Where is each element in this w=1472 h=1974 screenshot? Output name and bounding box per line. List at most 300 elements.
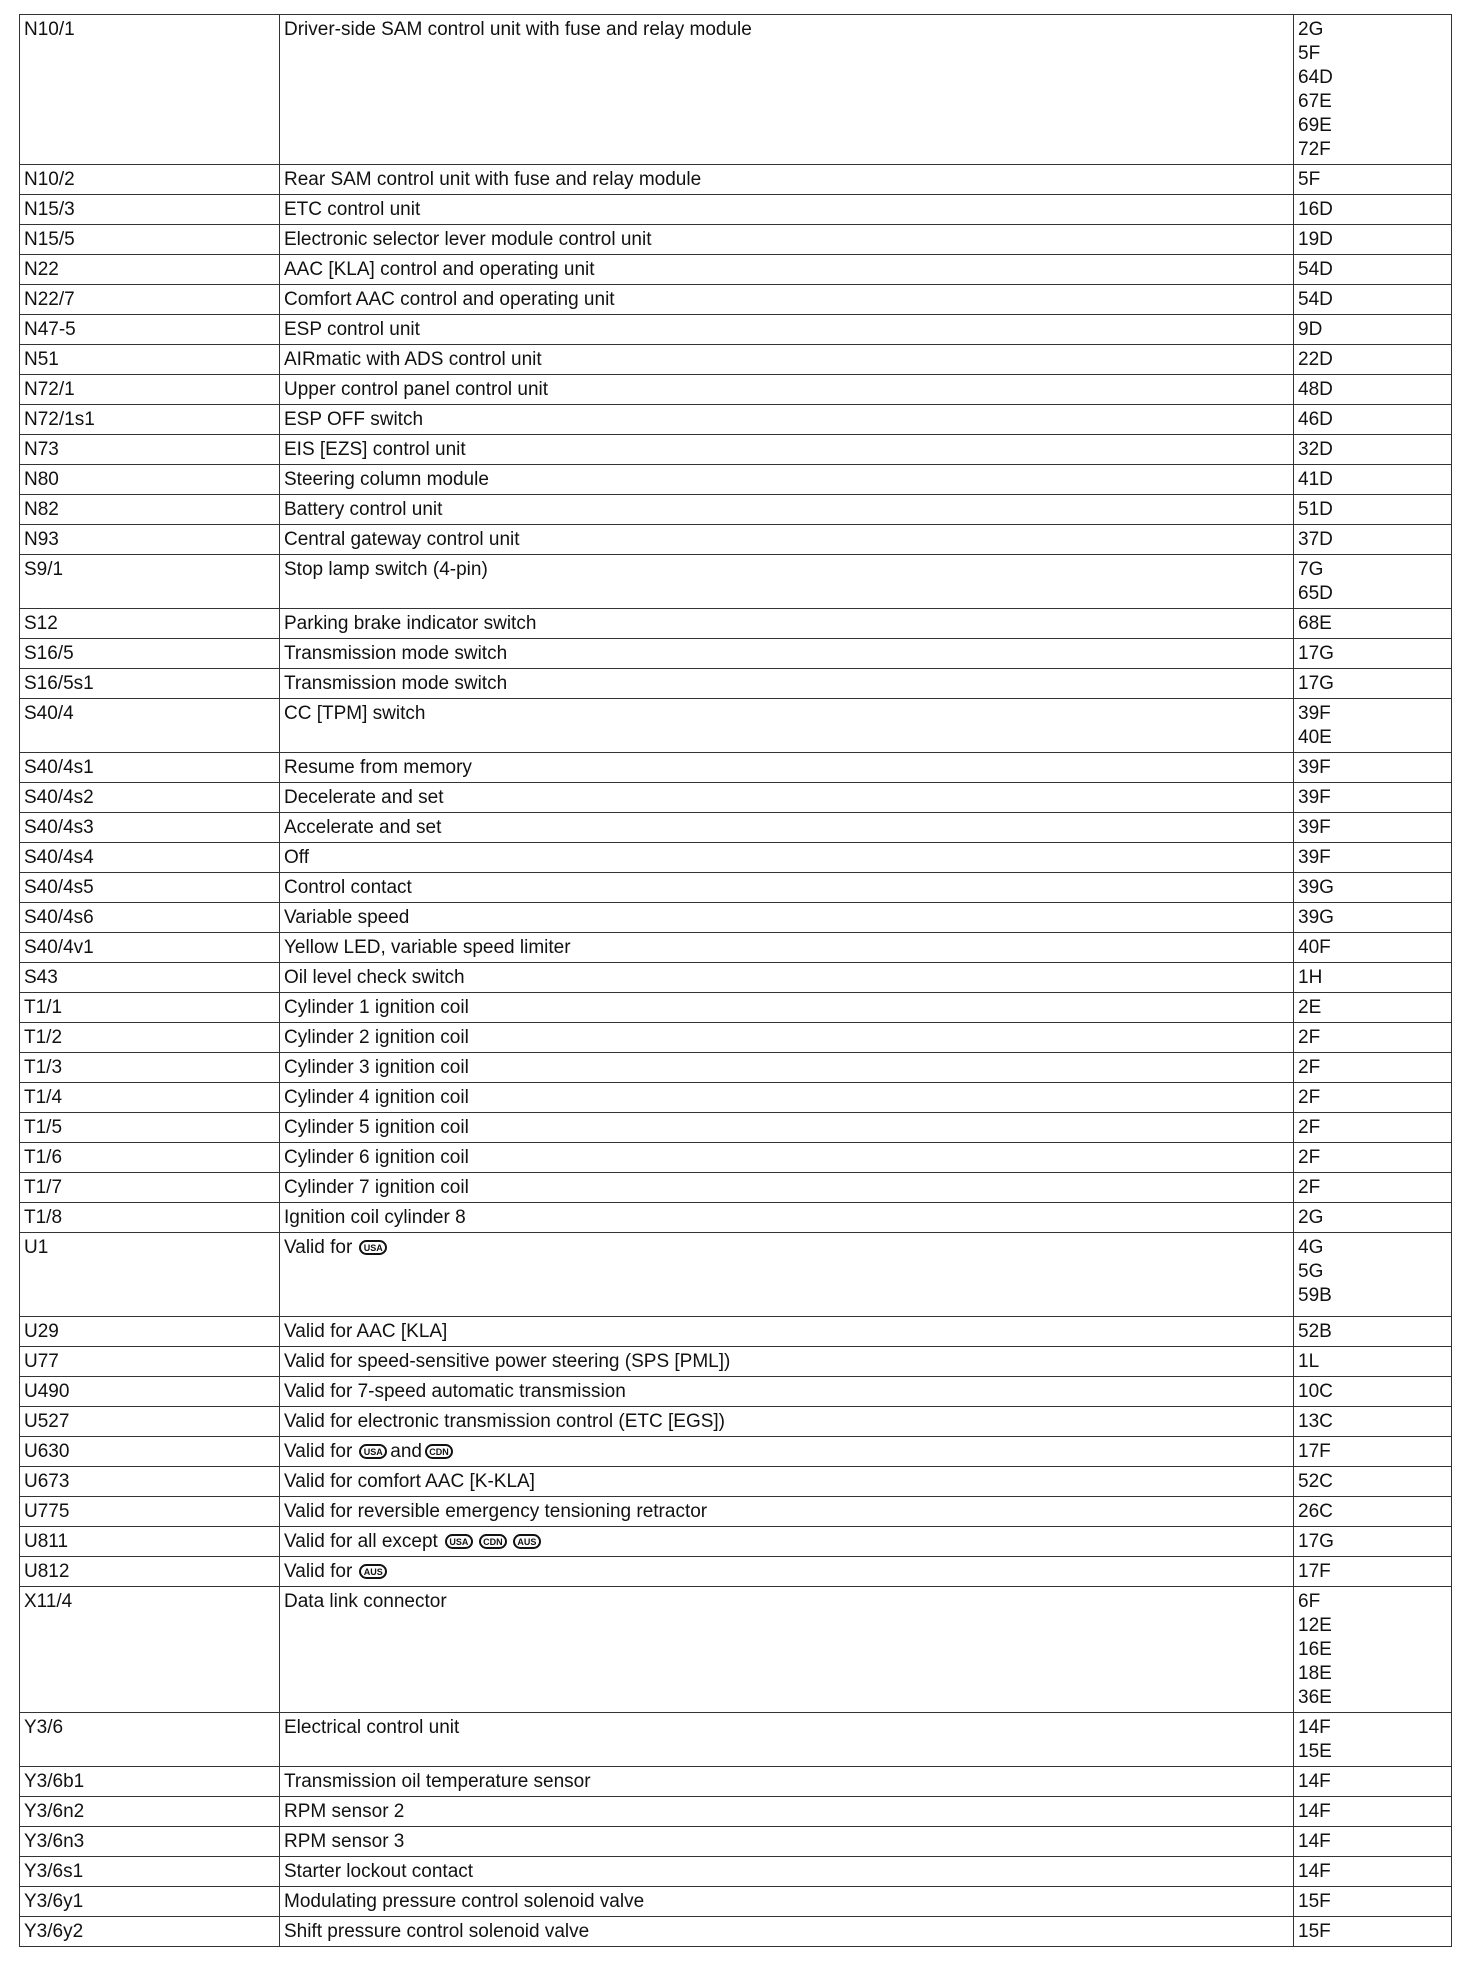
component-description: [280, 963, 1294, 993]
location-ref: 2E: [1298, 997, 1322, 1018]
description-text: Ignition coil cylinder 8: [284, 1207, 466, 1228]
diagram-locations: [1294, 1173, 1452, 1203]
region-cdn-icon: CDN: [479, 1534, 507, 1549]
component-description: [280, 435, 1294, 465]
table-row: [20, 1917, 1452, 1947]
component-code: S16/5s1: [20, 669, 280, 699]
diagram-locations: [1294, 225, 1452, 255]
component-description: [280, 495, 1294, 525]
region-aus-icon: AUS: [359, 1564, 387, 1579]
component-code: U1: [20, 1233, 280, 1317]
location-ref: 68E: [1298, 613, 1332, 634]
location-ref: 67E: [1298, 91, 1332, 112]
description-text: Transmission oil temperature sensor: [284, 1771, 591, 1792]
location-ref: 16D: [1298, 199, 1333, 220]
component-code: U527: [20, 1407, 280, 1437]
diagram-locations: [1294, 285, 1452, 315]
table-row: [20, 1023, 1452, 1053]
location-ref: 14F: [1298, 1771, 1331, 1792]
table-row: [20, 1173, 1452, 1203]
diagram-locations: [1294, 843, 1452, 873]
location-ref: 39F: [1298, 757, 1331, 778]
component-description: [280, 1527, 1294, 1557]
component-code: T1/6: [20, 1143, 280, 1173]
component-code: U673: [20, 1467, 280, 1497]
table-row: [20, 933, 1452, 963]
description-text: Valid for speed-sensitive power steering (SPS [PML]): [284, 1351, 731, 1372]
component-code: N15/3: [20, 195, 280, 225]
location-ref: 12E: [1298, 1615, 1332, 1636]
location-ref: 2F: [1298, 1117, 1321, 1138]
description-text: Cylinder 3 ignition coil: [284, 1057, 469, 1078]
diagram-locations: [1294, 813, 1452, 843]
diagram-locations: [1294, 1467, 1452, 1497]
component-code: S40/4: [20, 699, 280, 753]
component-description: [280, 1437, 1294, 1467]
component-code: S43: [20, 963, 280, 993]
location-ref: 41D: [1298, 469, 1333, 490]
table-row: [20, 1857, 1452, 1887]
diagram-locations: [1294, 525, 1452, 555]
description-text: Modulating pressure control solenoid valve: [284, 1891, 645, 1912]
component-description: [280, 1497, 1294, 1527]
diagram-locations: [1294, 669, 1452, 699]
description-text: Valid for 7-speed automatic transmission: [284, 1381, 626, 1402]
description-text: Resume from memory: [284, 757, 472, 778]
table-row: [20, 1113, 1452, 1143]
description-text: Cylinder 4 ignition coil: [284, 1087, 469, 1108]
location-ref: 2F: [1298, 1087, 1321, 1108]
component-code: U490: [20, 1377, 280, 1407]
location-ref: 14F: [1298, 1801, 1331, 1822]
diagram-locations: [1294, 993, 1452, 1023]
table-row: [20, 435, 1452, 465]
location-ref: 40F: [1298, 937, 1331, 958]
component-description: [280, 1113, 1294, 1143]
diagram-locations: [1294, 435, 1452, 465]
region-usa-icon: USA: [359, 1444, 387, 1459]
diagram-locations: [1294, 495, 1452, 525]
table-row: [20, 669, 1452, 699]
description-text: Cylinder 2 ignition coil: [284, 1027, 469, 1048]
table-row: [20, 1497, 1452, 1527]
description-text: Valid for electronic transmission control (ETC [EGS]): [284, 1411, 726, 1432]
location-ref: 19D: [1298, 229, 1333, 250]
description-text: Central gateway control unit: [284, 529, 520, 550]
component-code: Y3/6s1: [20, 1857, 280, 1887]
diagram-locations: [1294, 1557, 1452, 1587]
location-ref: 2F: [1298, 1147, 1321, 1168]
description-text: Valid for comfort AAC [K-KLA]: [284, 1471, 535, 1492]
component-description: [280, 555, 1294, 609]
location-ref: 14F: [1298, 1831, 1331, 1852]
component-description: [280, 1023, 1294, 1053]
location-ref: 2F: [1298, 1057, 1321, 1078]
location-ref: 39F: [1298, 847, 1331, 868]
component-code: S40/4s6: [20, 903, 280, 933]
component-description: [280, 195, 1294, 225]
component-description: [280, 609, 1294, 639]
table-row: [20, 1347, 1452, 1377]
description-text: Transmission mode switch: [284, 673, 508, 694]
diagram-locations: [1294, 753, 1452, 783]
description-text: Yellow LED, variable speed limiter: [284, 937, 571, 958]
description-text: ESP control unit: [284, 319, 420, 340]
table-row: [20, 1083, 1452, 1113]
description-text: Rear SAM control unit with fuse and relay module: [284, 169, 702, 190]
location-ref: 65D: [1298, 583, 1333, 604]
component-code: N22/7: [20, 285, 280, 315]
component-code: N51: [20, 345, 280, 375]
legend-table-body: [20, 15, 1452, 1947]
location-ref: 26C: [1298, 1501, 1333, 1522]
table-row: [20, 1827, 1452, 1857]
diagram-locations: [1294, 1203, 1452, 1233]
component-code: U775: [20, 1497, 280, 1527]
location-ref: 2F: [1298, 1177, 1321, 1198]
component-description: [280, 1203, 1294, 1233]
location-ref: 52B: [1298, 1321, 1332, 1342]
description-text: RPM sensor 3: [284, 1831, 405, 1852]
location-ref: 4G: [1298, 1237, 1324, 1258]
location-ref: 2F: [1298, 1027, 1321, 1048]
diagram-locations: [1294, 405, 1452, 435]
region-usa-icon: USA: [445, 1534, 473, 1549]
table-row: [20, 255, 1452, 285]
component-code: N22: [20, 255, 280, 285]
description-text: Comfort AAC control and operating unit: [284, 289, 615, 310]
table-row: [20, 495, 1452, 525]
table-row: [20, 609, 1452, 639]
diagram-locations: [1294, 165, 1452, 195]
diagram-locations: [1294, 1797, 1452, 1827]
description-text: Valid for: [284, 1237, 353, 1258]
diagram-locations: [1294, 1587, 1452, 1713]
component-code: Y3/6n3: [20, 1827, 280, 1857]
component-description: [280, 375, 1294, 405]
location-ref: 32D: [1298, 439, 1333, 460]
diagram-locations: [1294, 933, 1452, 963]
component-description: [280, 1797, 1294, 1827]
table-row: [20, 963, 1452, 993]
component-description: [280, 1377, 1294, 1407]
location-ref: 64D: [1298, 67, 1333, 88]
diagram-locations: [1294, 1113, 1452, 1143]
component-code: Y3/6y1: [20, 1887, 280, 1917]
location-ref: 6F: [1298, 1591, 1321, 1612]
component-code: S40/4s5: [20, 873, 280, 903]
description-text: Valid for all except: [284, 1531, 438, 1552]
location-ref: 36E: [1298, 1687, 1332, 1708]
table-row: [20, 345, 1452, 375]
location-ref: 72F: [1298, 139, 1331, 160]
location-ref: 15F: [1298, 1921, 1331, 1942]
table-row: [20, 405, 1452, 435]
component-code: S9/1: [20, 555, 280, 609]
diagram-locations: [1294, 345, 1452, 375]
table-row: [20, 1437, 1452, 1467]
description-text: Transmission mode switch: [284, 643, 508, 664]
description-text: RPM sensor 2: [284, 1801, 405, 1822]
location-ref: 1H: [1298, 967, 1323, 988]
component-description: [280, 15, 1294, 165]
location-ref: 39G: [1298, 877, 1334, 898]
component-description: [280, 525, 1294, 555]
region-cdn-icon: CDN: [425, 1444, 453, 1459]
table-row: [20, 1767, 1452, 1797]
location-ref: 48D: [1298, 379, 1333, 400]
component-description: [280, 285, 1294, 315]
table-row: [20, 525, 1452, 555]
diagram-locations: [1294, 1887, 1452, 1917]
component-description: [280, 1173, 1294, 1203]
component-description: [280, 345, 1294, 375]
region-badges: [356, 1237, 390, 1258]
component-description: [280, 1233, 1294, 1317]
component-code: Y3/6n2: [20, 1797, 280, 1827]
description-text: AIRmatic with ADS control unit: [284, 349, 542, 370]
component-description: [280, 1767, 1294, 1797]
diagram-locations: [1294, 1053, 1452, 1083]
component-description: [280, 1467, 1294, 1497]
description-text: Upper control panel control unit: [284, 379, 549, 400]
region-usa-icon: USA: [359, 1240, 387, 1255]
diagram-locations: [1294, 1233, 1452, 1317]
description-text: Battery control unit: [284, 499, 443, 520]
location-ref: 15E: [1298, 1741, 1332, 1762]
component-code: N73: [20, 435, 280, 465]
component-description: [280, 1317, 1294, 1347]
table-row: [20, 1797, 1452, 1827]
component-code: N10/1: [20, 15, 280, 165]
table-row: [20, 1377, 1452, 1407]
component-code: N47-5: [20, 315, 280, 345]
table-row: [20, 813, 1452, 843]
location-ref: 51D: [1298, 499, 1333, 520]
description-text: Parking brake indicator switch: [284, 613, 537, 634]
component-description: [280, 669, 1294, 699]
table-row: [20, 375, 1452, 405]
location-ref: 13C: [1298, 1411, 1333, 1432]
component-code: T1/7: [20, 1173, 280, 1203]
table-row: [20, 315, 1452, 345]
location-ref: 40E: [1298, 727, 1332, 748]
region-aus-icon: AUS: [513, 1534, 541, 1549]
table-row: [20, 285, 1452, 315]
component-description: [280, 1713, 1294, 1767]
diagram-locations: [1294, 1437, 1452, 1467]
diagram-locations: [1294, 783, 1452, 813]
component-description: [280, 993, 1294, 1023]
location-ref: 17G: [1298, 643, 1334, 664]
diagram-locations: [1294, 1347, 1452, 1377]
location-ref: 17F: [1298, 1441, 1331, 1462]
component-code: Y3/6y2: [20, 1917, 280, 1947]
diagram-locations: [1294, 963, 1452, 993]
location-ref: 39F: [1298, 787, 1331, 808]
table-row: [20, 15, 1452, 165]
component-code: S40/4v1: [20, 933, 280, 963]
diagram-locations: [1294, 15, 1452, 165]
diagram-locations: [1294, 639, 1452, 669]
diagram-locations: [1294, 1917, 1452, 1947]
component-code: U77: [20, 1347, 280, 1377]
component-description: [280, 255, 1294, 285]
description-text: Cylinder 7 ignition coil: [284, 1177, 469, 1198]
table-row: [20, 1053, 1452, 1083]
component-description: [280, 933, 1294, 963]
description-text: Electronic selector lever module control unit: [284, 229, 652, 250]
component-description: [280, 873, 1294, 903]
description-text: AAC [KLA] control and operating unit: [284, 259, 595, 280]
table-row: [20, 1713, 1452, 1767]
location-ref: 1L: [1298, 1351, 1320, 1372]
diagram-locations: [1294, 1317, 1452, 1347]
location-ref: 9D: [1298, 319, 1323, 340]
diagram-locations: [1294, 375, 1452, 405]
description-text: Cylinder 5 ignition coil: [284, 1117, 469, 1138]
component-code: N80: [20, 465, 280, 495]
component-description: [280, 315, 1294, 345]
table-row: [20, 555, 1452, 609]
component-code: T1/4: [20, 1083, 280, 1113]
location-ref: 37D: [1298, 529, 1333, 550]
table-row: [20, 843, 1452, 873]
location-ref: 46D: [1298, 409, 1333, 430]
location-ref: 7G: [1298, 559, 1324, 580]
location-ref: 17F: [1298, 1561, 1331, 1582]
diagram-locations: [1294, 1713, 1452, 1767]
component-code: T1/2: [20, 1023, 280, 1053]
description-text: Off: [284, 847, 309, 868]
table-row: [20, 753, 1452, 783]
component-description: [280, 465, 1294, 495]
table-row: [20, 225, 1452, 255]
description-text: Valid for: [284, 1441, 353, 1462]
component-code: S40/4s3: [20, 813, 280, 843]
description-text: Steering column module: [284, 469, 489, 490]
table-row: [20, 639, 1452, 669]
component-description: [280, 843, 1294, 873]
table-row: [20, 465, 1452, 495]
diagram-locations: [1294, 1827, 1452, 1857]
location-ref: 18E: [1298, 1663, 1332, 1684]
component-description: [280, 903, 1294, 933]
badge-joiner-text: and: [390, 1441, 422, 1462]
description-text: ESP OFF switch: [284, 409, 424, 430]
location-ref: 54D: [1298, 289, 1333, 310]
diagram-locations: [1294, 1857, 1452, 1887]
diagram-locations: [1294, 555, 1452, 609]
component-description: [280, 1587, 1294, 1713]
component-code: N82: [20, 495, 280, 525]
component-code: S40/4s2: [20, 783, 280, 813]
location-ref: 10C: [1298, 1381, 1333, 1402]
component-code: U630: [20, 1437, 280, 1467]
description-text: Valid for AAC [KLA]: [284, 1321, 448, 1342]
table-row: [20, 1557, 1452, 1587]
description-text: Electrical control unit: [284, 1717, 460, 1738]
location-ref: 16E: [1298, 1639, 1332, 1660]
component-description: [280, 1347, 1294, 1377]
component-description: [280, 1143, 1294, 1173]
location-ref: 2G: [1298, 19, 1324, 40]
location-ref: 22D: [1298, 349, 1333, 370]
component-code: T1/8: [20, 1203, 280, 1233]
location-ref: 54D: [1298, 259, 1333, 280]
description-text: EIS [EZS] control unit: [284, 439, 466, 460]
component-code: T1/3: [20, 1053, 280, 1083]
component-description: [280, 1827, 1294, 1857]
diagram-locations: [1294, 1407, 1452, 1437]
location-ref: 15F: [1298, 1891, 1331, 1912]
table-row: [20, 1467, 1452, 1497]
location-ref: 17G: [1298, 1531, 1334, 1552]
diagram-locations: [1294, 1377, 1452, 1407]
diagram-locations: [1294, 195, 1452, 225]
description-text: Driver-side SAM control unit with fuse and relay module: [284, 19, 752, 40]
component-description: [280, 813, 1294, 843]
description-text: Accelerate and set: [284, 817, 442, 838]
component-description: [280, 1887, 1294, 1917]
component-code: Y3/6: [20, 1713, 280, 1767]
component-code: S40/4s4: [20, 843, 280, 873]
component-code: U811: [20, 1527, 280, 1557]
component-description: [280, 1917, 1294, 1947]
component-description: [280, 1407, 1294, 1437]
description-text: Control contact: [284, 877, 412, 898]
description-text: Variable speed: [284, 907, 410, 928]
description-text: Shift pressure control solenoid valve: [284, 1921, 590, 1942]
diagram-locations: [1294, 255, 1452, 285]
table-row: [20, 1587, 1452, 1713]
table-row: [20, 873, 1452, 903]
diagram-locations: [1294, 873, 1452, 903]
diagram-locations: [1294, 465, 1452, 495]
description-text: CC [TPM] switch: [284, 703, 426, 724]
location-ref: 2G: [1298, 1207, 1324, 1228]
table-row: [20, 1143, 1452, 1173]
component-code: S16/5: [20, 639, 280, 669]
location-ref: 14F: [1298, 1861, 1331, 1882]
component-code: Y3/6b1: [20, 1767, 280, 1797]
table-row: [20, 165, 1452, 195]
component-description: [280, 1857, 1294, 1887]
component-description: [280, 783, 1294, 813]
table-row: [20, 903, 1452, 933]
location-ref: 17G: [1298, 673, 1334, 694]
component-code: N15/5: [20, 225, 280, 255]
location-ref: 5F: [1298, 169, 1321, 190]
region-badges: [442, 1531, 544, 1552]
component-code: N72/1: [20, 375, 280, 405]
diagram-locations: [1294, 1023, 1452, 1053]
description-text: Cylinder 1 ignition coil: [284, 997, 469, 1018]
description-text: Starter lockout contact: [284, 1861, 474, 1882]
table-row: [20, 195, 1452, 225]
diagram-locations: [1294, 1767, 1452, 1797]
component-code: N10/2: [20, 165, 280, 195]
component-code: N93: [20, 525, 280, 555]
component-code: T1/5: [20, 1113, 280, 1143]
component-description: [280, 1053, 1294, 1083]
location-ref: 14F: [1298, 1717, 1331, 1738]
description-text: Valid for reversible emergency tensioning retractor: [284, 1501, 708, 1522]
component-code: S40/4s1: [20, 753, 280, 783]
component-description: [280, 405, 1294, 435]
description-text: Oil level check switch: [284, 967, 465, 988]
table-row: [20, 699, 1452, 753]
